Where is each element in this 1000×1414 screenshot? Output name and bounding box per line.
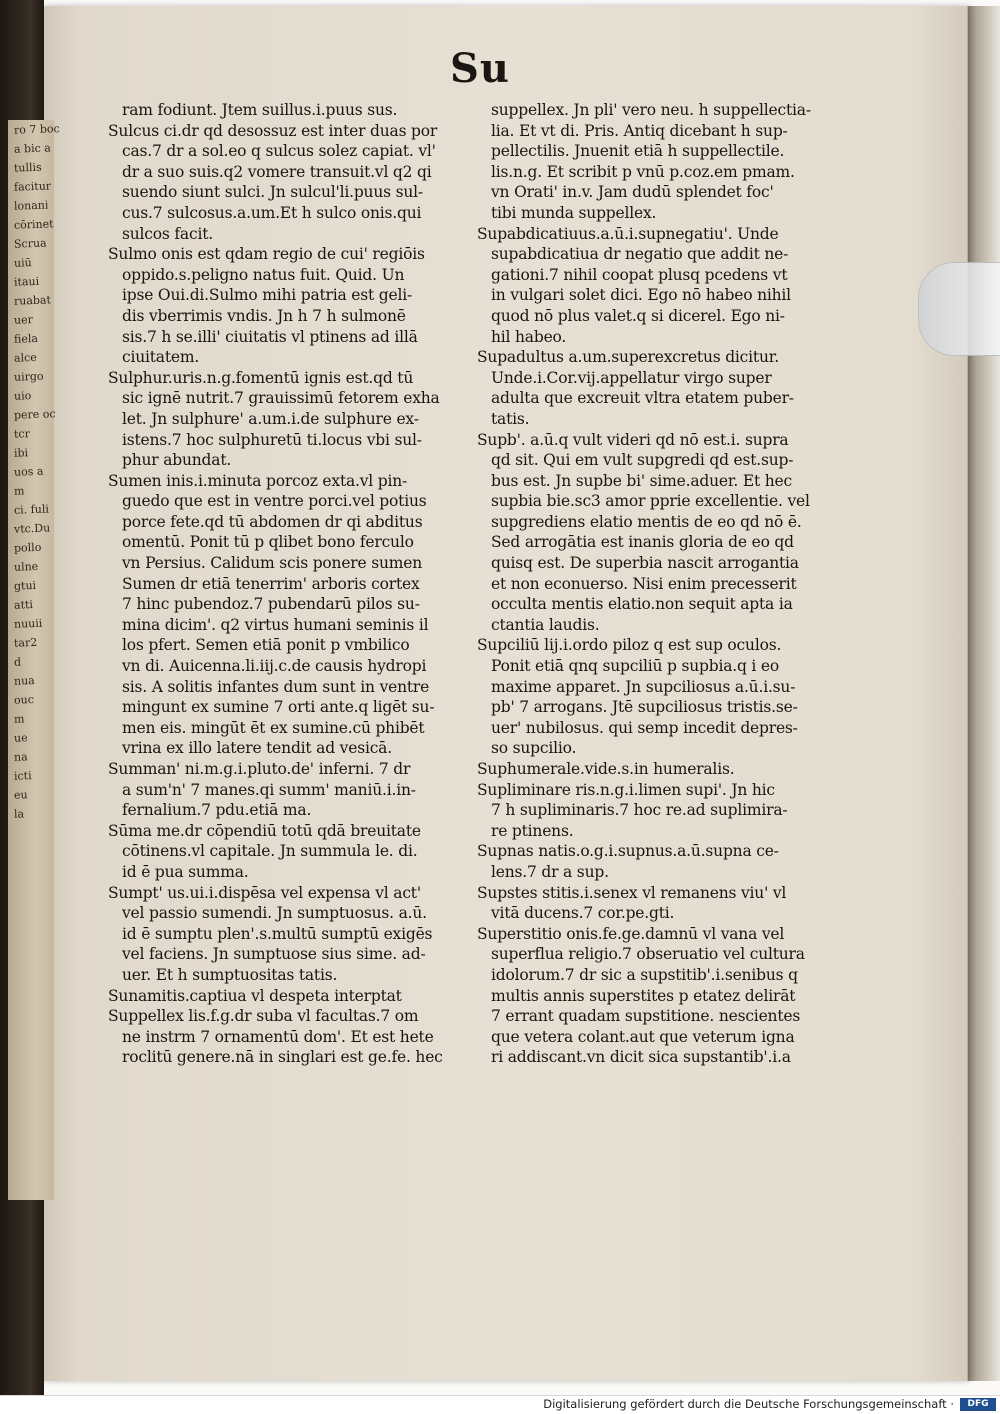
text-line: que vetera colant.aut que veterum igna: [491, 1027, 795, 1046]
dictionary-entry-line: Supabdicatiuus.a.ū.i.supnegatiu'. Unde: [477, 224, 779, 243]
text-line: multis annis superstites p etatez delirāt: [491, 986, 796, 1005]
previous-page-fragment-line: eu: [13, 788, 28, 802]
text-line: maxime apparet. Jn supciliosus a.ū.i.su-: [491, 677, 796, 696]
text-line: dr a suo suis.q2 vomere transuit.vl q2 qi: [122, 162, 432, 181]
dictionary-entry-line: Supstes stitis.i.senex vl remanens viu' vl: [477, 883, 787, 902]
previous-page-fragment-line: nuuii: [13, 616, 43, 631]
text-line: so supcilio.: [491, 739, 577, 758]
text-line: tibi munda suppellex.: [491, 203, 657, 222]
previous-page-fragment-line: icti: [13, 769, 32, 783]
text-line: ipse Oui.di.Sulmo mihi patria est geli-: [122, 286, 413, 305]
previous-page-fragment-line: gtui: [13, 578, 37, 593]
text-line: a sum'n' 7 manes.qi summ' maniū.i.in-: [122, 780, 416, 799]
text-line: supgrediens elatio mentis de eo qd nō ē.: [491, 512, 802, 531]
text-line: occulta mentis elatio.non sequit apta ia: [491, 595, 793, 614]
text-line: Ponit etiā qnq supciliū p supbia.q i eo: [491, 657, 780, 676]
previous-page-fragment-line: alce: [13, 350, 37, 365]
previous-page-fragment-line: ulne: [13, 559, 39, 574]
dictionary-entry-line: Suphumerale.vide.s.in humeralis.: [477, 760, 735, 778]
text-line: istens.7 hoc sulphuretū ti.locus vbi sul-: [122, 430, 422, 449]
text-line: in vulgari solet dici. Ego nō habeo nihil: [491, 286, 791, 305]
text-line: 7 hinc pubendoz.7 pubendarū pilos su-: [122, 595, 420, 614]
dictionary-entry-line: Sulmo onis est qdam regio de cui' regiōis: [108, 245, 425, 264]
dictionary-entry-line: Supb'. a.ū.q vult videri qd nō est.i. supra: [477, 430, 789, 449]
previous-page-fragment-line: vtc.Du: [13, 521, 51, 536]
text-line: vel faciens. Jn sumptuose sius sime. ad-: [122, 945, 426, 964]
text-line: vrina ex illo latere tendit ad vesicā.: [122, 739, 392, 758]
previous-page-fragment-line: ue: [13, 731, 28, 745]
text-line: men eis. mingūt ēt ex sumine.cū phibēt: [122, 718, 425, 737]
text-line: vn Orati' in.v. Jam dudū splendet foc': [491, 183, 774, 202]
previous-page-fragment-line: tcr: [13, 427, 31, 441]
text-line: Sed arrogātia est inanis gloria de eo qd: [491, 533, 794, 552]
previous-page-fragment-line: nua: [13, 673, 35, 688]
text-line: adulta que excreuit vltra etatem puber-: [491, 389, 794, 408]
previous-page-fragment-line: ro 7 boc: [13, 122, 60, 137]
dictionary-entry-line: Sūma me.dr cōpendiū totū qdā breuitate: [108, 821, 421, 840]
text-line: qd sit. Qui em vult supgredi qd est.sup-: [491, 451, 794, 470]
previous-page-fragment-line: uer: [13, 313, 34, 327]
text-line: cōtinens.vl capitale. Jn summula le. di.: [122, 842, 418, 861]
footer-bar: [0, 1395, 1000, 1414]
text-line: tatis.: [491, 409, 530, 428]
dictionary-entry-line: Supadultus a.um.superexcretus dicitur.: [477, 348, 779, 367]
text-line: uer' nubilosus. qui semp incedit depres-: [491, 718, 798, 737]
text-line: Unde.i.Cor.vij.appellatur virgo super: [491, 368, 772, 387]
previous-page-fragment-line: pere oc: [13, 407, 56, 422]
previous-page-fragment-line: facitur: [13, 179, 52, 194]
text-line: phur abundat.: [122, 451, 232, 470]
dictionary-entry-line: Sulcus ci.dr qd desossuz est inter duas por: [108, 121, 438, 140]
text-line: sulcos facit.: [122, 224, 213, 243]
text-line: ne instrm 7 ornamentū dom'. Et est hete: [122, 1027, 434, 1046]
text-line: los pfert. Semen etiā ponit p vmbilico: [122, 636, 410, 655]
text-line: ri addiscant.vn dicit sica supstantib'.i.a: [491, 1048, 791, 1067]
previous-page-fragment-line: m: [13, 712, 25, 726]
previous-page-fragment-line: tullis: [13, 160, 42, 175]
funding-notice: Digitalisierung gefördert durch die Deutsche Forschungsgemeinschaft ·: [543, 1397, 954, 1411]
text-line: fernalium.7 pdu.etiā ma.: [122, 801, 312, 820]
page-marker-tab: [918, 262, 1000, 356]
text-line: let. Jn sulphure' a.um.i.de sulphure ex-: [122, 409, 419, 428]
previous-page-fragment-line: uio: [13, 389, 32, 403]
dictionary-entry-line: Superstitio onis.fe.ge.damnū vl vana vel: [477, 924, 785, 943]
text-line: sis. A solitis infantes dum sunt in ventre: [122, 677, 430, 696]
previous-page-fragment-line: ouc: [13, 693, 35, 707]
text-line: sic ignē nutrit.7 grauissimū fetorem exha: [122, 389, 440, 408]
text-line: 7 errant quadam supstitione. nescientes: [491, 1007, 801, 1026]
text-line: oppido.s.peligno natus fuit. Quid. Un: [122, 265, 405, 284]
dfg-logo: DFG: [960, 1398, 996, 1411]
text-line: gationi.7 nihil coopat plusq pcedens vt: [491, 265, 788, 284]
text-line: pb' 7 arrogans. Jtē supciliosus tristis.se-: [491, 698, 798, 717]
text-line: omentū. Ponit tū p qlibet bono ferculo: [122, 533, 414, 552]
text-line: lens.7 dr a sup.: [491, 862, 609, 881]
previous-page-fragment-line: lonani: [13, 198, 49, 213]
previous-page-fragment-line: uiū: [13, 256, 32, 270]
right-text-column: [477, 100, 833, 1068]
left-text-column: [108, 100, 480, 1068]
previous-page-fragment-line: fiela: [13, 331, 39, 346]
text-line: et non econuerso. Nisi enim precesserit: [491, 574, 797, 593]
text-line: bus est. Jn supbe bi' sime.aduer. Et hec: [491, 471, 792, 490]
text-line: dis vberrimis vndis. Jn h 7 h sulmonē: [122, 306, 406, 325]
previous-page-fragment-line: uos a: [13, 464, 44, 479]
dictionary-entry-line: Supciliū lij.i.ordo piloz q est sup oculos.: [477, 636, 782, 655]
previous-page-fragment-line: cōrinet: [13, 217, 54, 232]
text-line: id ē sumptu plen'.s.multū sumptū exigēs: [122, 924, 433, 943]
dictionary-entry-line: Supliminare ris.n.g.i.limen supi'. Jn hic: [477, 780, 775, 799]
dictionary-entry-line: Suppellex lis.f.g.dr suba vl facultas.7 om: [108, 1007, 419, 1026]
page-headword: Su: [450, 45, 510, 92]
text-line: mina dicim'. q2 virtus humani seminis il: [122, 615, 429, 634]
text-line: 7 h supliminaris.7 hoc re.ad suplimira-: [491, 801, 788, 820]
previous-page-fragment-line: na: [13, 750, 28, 764]
text-line: ctantia laudis.: [491, 615, 600, 634]
text-line: idolorum.7 dr sic a supstitib'.i.senibus q: [491, 965, 798, 984]
previous-page-fragment-line: ci. fuli: [13, 502, 50, 517]
text-line: superflua religio.7 obseruatio vel cultura: [491, 945, 805, 964]
text-line: suppellex. Jn pli' vero neu. h suppellectia-: [491, 101, 811, 119]
previous-page-fragment-line: itaui: [13, 274, 40, 289]
text-line: sis.7 h se.illi' ciuitatis vl ptinens ad illā: [122, 327, 418, 346]
text-line: hil habeo.: [491, 327, 567, 346]
previous-page-fragment-line: d: [13, 655, 22, 669]
text-line: quisq est. De superbia nascit arrogantia: [491, 554, 799, 573]
previous-page-text: [8, 120, 60, 1200]
text-line: ram fodiunt. Jtem suillus.i.puus sus.: [122, 101, 398, 119]
text-line: ciuitatem.: [122, 348, 200, 367]
text-line: quod nō plus valet.q si dicerel. Ego ni-: [491, 306, 785, 325]
text-line: supabdicatiua dr negatio que addit ne-: [491, 245, 789, 264]
text-line: re ptinens.: [491, 821, 574, 840]
text-line: vn Persius. Calidum scis ponere sumen: [122, 554, 423, 573]
dictionary-entry-line: Sumpt' us.ui.i.dispēsa vel expensa vl act': [108, 883, 421, 902]
text-line: mingunt ex sumine 7 orti ante.q ligēt su-: [122, 698, 435, 717]
dictionary-entry-line: Supnas natis.o.g.i.supnus.a.ū.supna ce-: [477, 842, 779, 861]
text-line: lis.n.g. Et scribit p vnū p.coz.em pmam.: [491, 162, 795, 181]
text-line: uer. Et h sumptuositas tatis.: [122, 965, 338, 984]
previous-page-fragment-line: Scrua: [13, 236, 47, 251]
text-line: vitā ducens.7 cor.pe.gti.: [491, 904, 675, 923]
previous-page-fragment-line: ruabat: [13, 293, 52, 308]
previous-page-fragment-line: m: [13, 484, 25, 498]
dictionary-entry-line: Sumen inis.i.minuta porcoz exta.vl pin-: [108, 471, 408, 490]
text-line: supbia bie.sc3 amor pprie excellentie. vel: [491, 492, 810, 511]
text-line: guedo que est in ventre porci.vel potius: [122, 492, 427, 511]
previous-page-fragment: [0, 0, 60, 1395]
text-line: cas.7 dr a sol.eo q sulcus solez capiat. vl': [122, 142, 436, 161]
text-line: pellectilis. Jnuenit etiā h suppellectile.: [491, 142, 785, 161]
previous-page-fragment-line: pollo: [13, 540, 42, 555]
text-line: cus.7 sulcosus.a.um.Et h sulco onis.qui: [122, 203, 422, 222]
text-line: porce fete.qd tū abdomen dr qi abditus: [122, 512, 423, 531]
previous-page-fragment-line: atti: [13, 598, 34, 612]
text-line: vn di. Auicenna.li.iij.c.de causis hydropi: [122, 657, 427, 676]
dictionary-entry-line: Sunamitis.captiua vl despeta interptat: [108, 986, 402, 1005]
dictionary-entry-line: Summan' ni.m.g.i.pluto.de' inferni. 7 dr: [108, 760, 411, 778]
previous-page-fragment-line: la: [13, 807, 25, 821]
page-edge: [967, 6, 1000, 1381]
previous-page-fragment-line: ibi: [13, 446, 29, 460]
text-line: roclitū genere.nā in singlari est ge.fe. hec: [122, 1048, 443, 1067]
text-line: Sumen dr etiā tenerrim' arboris cortex: [122, 574, 420, 593]
text-line: lia. Et vt di. Pris. Antiq dicebant h sup-: [491, 121, 788, 140]
previous-page-fragment-line: uirgo: [13, 369, 44, 384]
dictionary-entry-line: Sulphur.uris.n.g.fomentū ignis est.qd tū: [108, 368, 414, 387]
text-line: vel passio sumendi. Jn sumptuosus. a.ū.: [122, 904, 427, 923]
text-line: id ē pua summa.: [122, 862, 249, 881]
previous-page-fragment-line: a bic a: [13, 141, 52, 156]
text-line: suendo siunt sulci. Jn sulcul'li.puus sul-: [122, 183, 423, 202]
previous-page-fragment-line: tar2: [13, 635, 38, 650]
